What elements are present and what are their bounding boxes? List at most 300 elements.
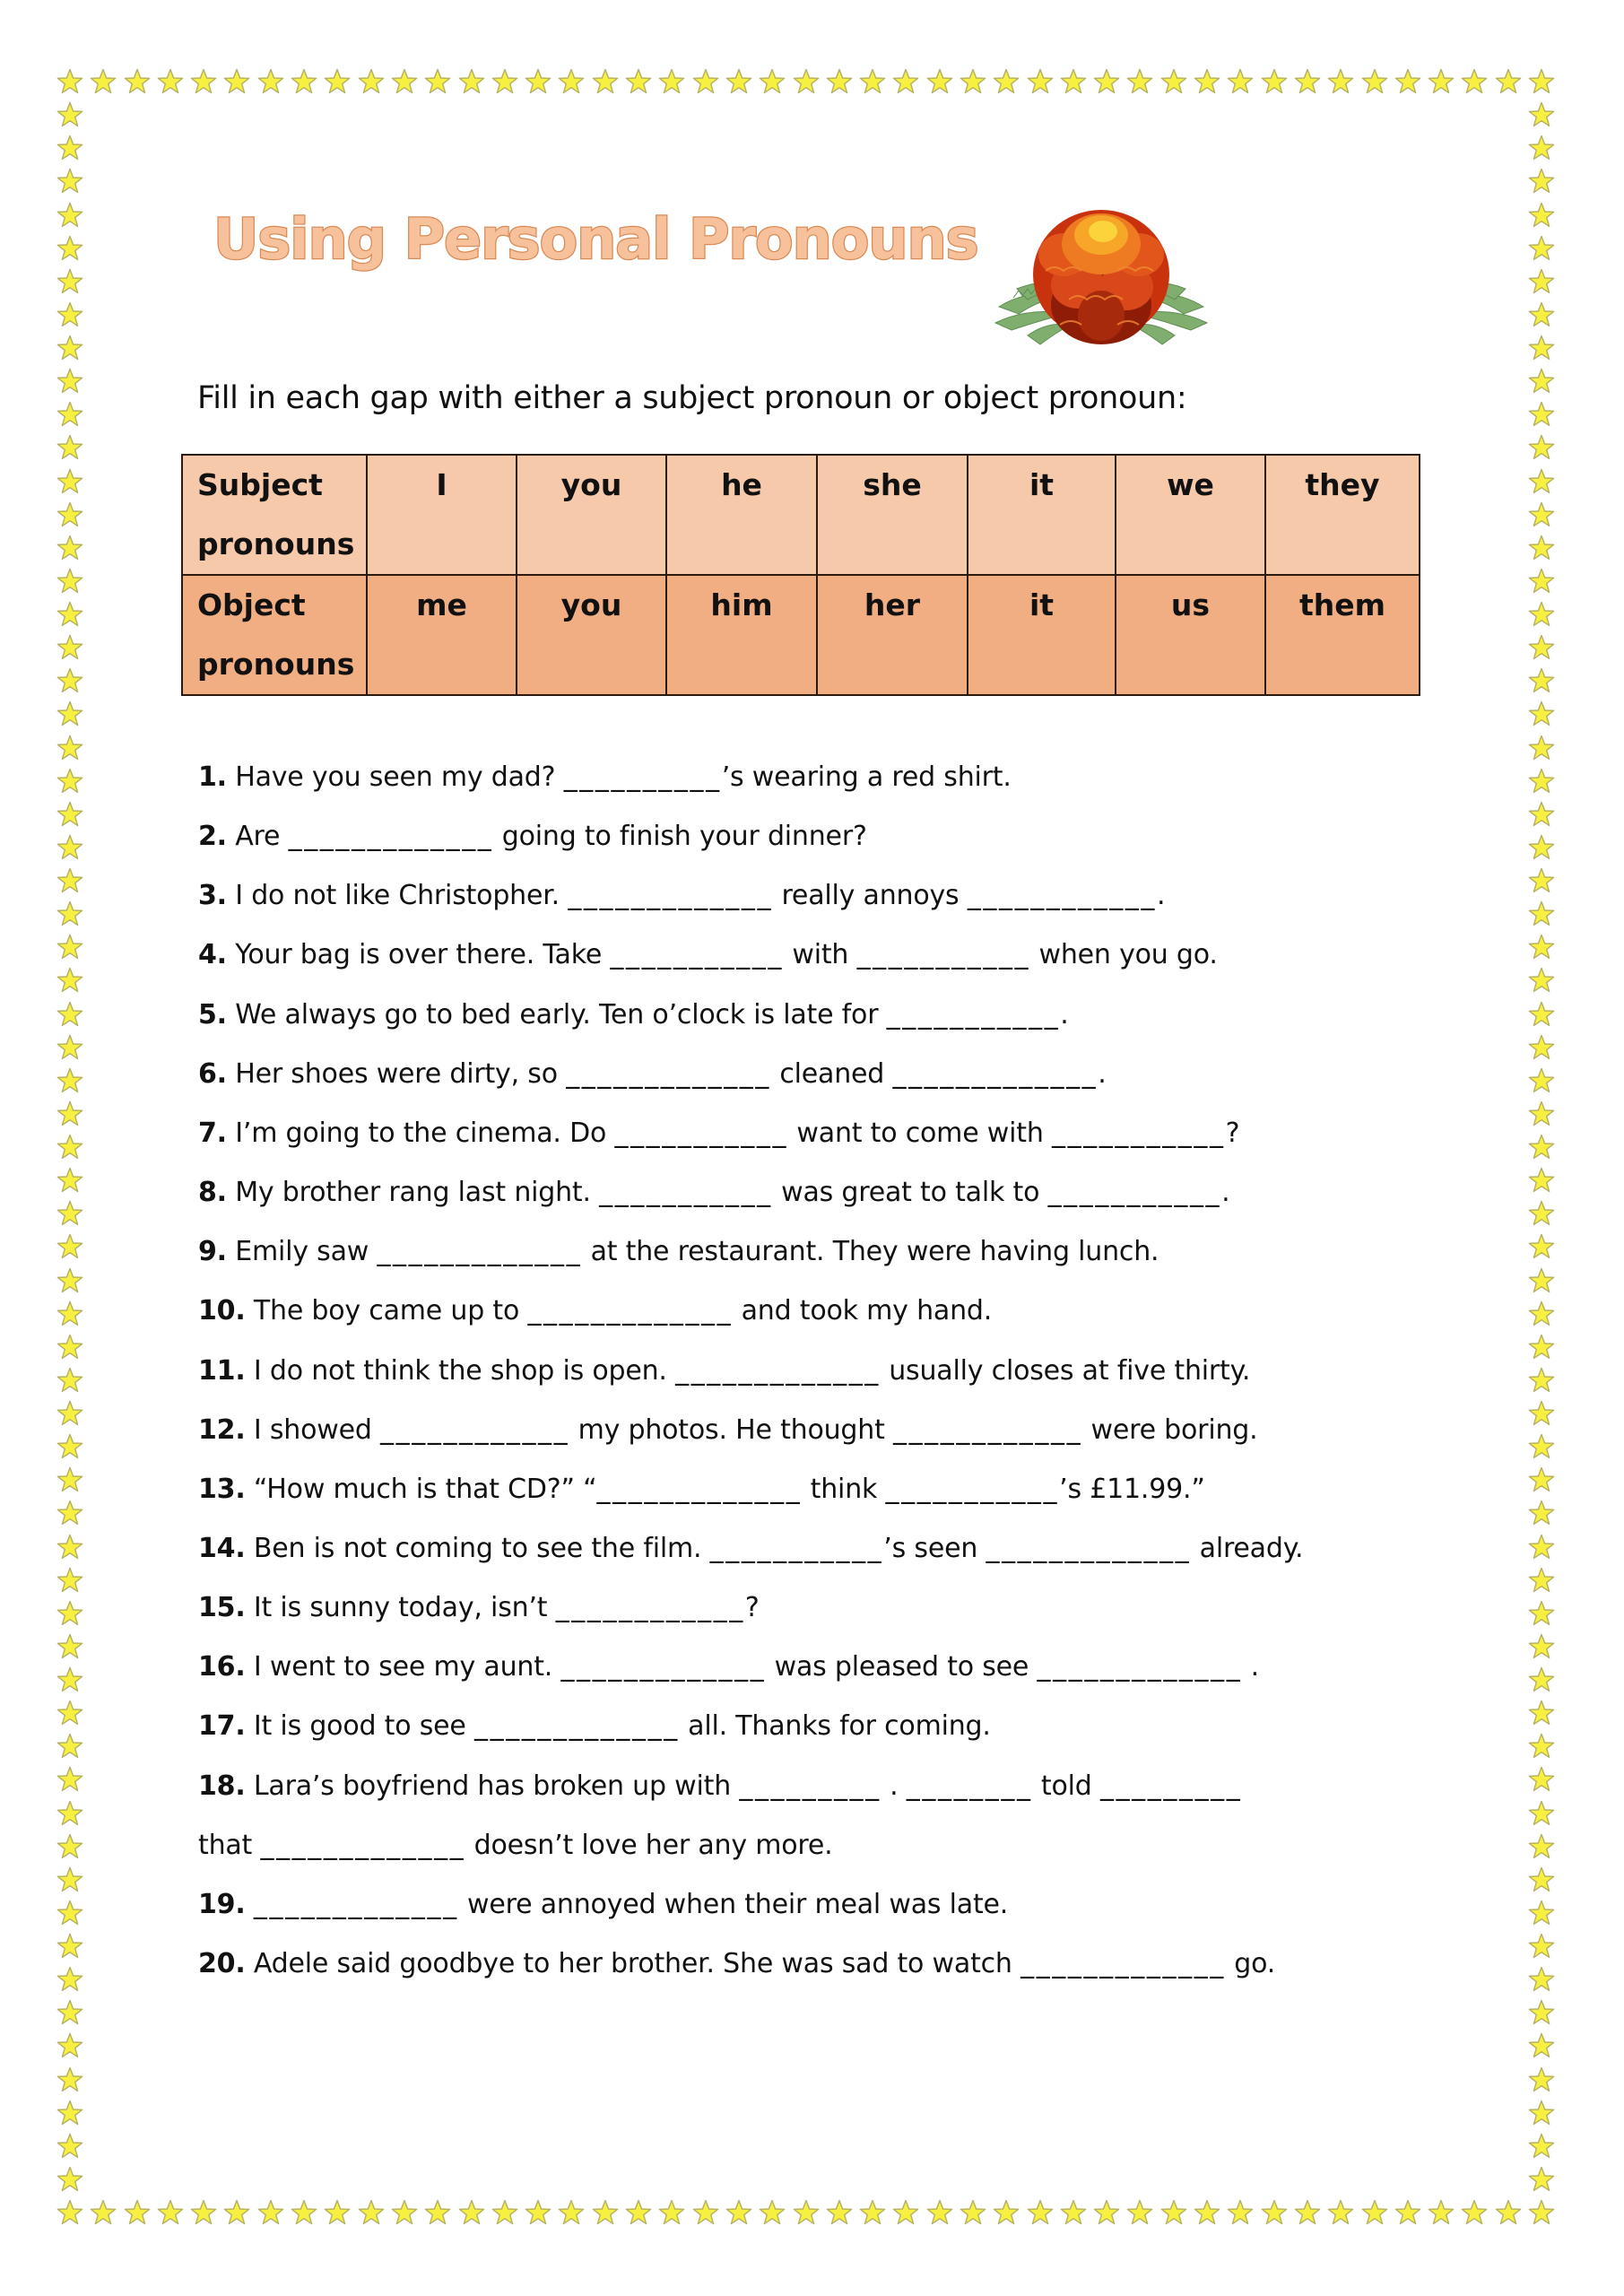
- pronoun-cell: they: [1265, 455, 1420, 575]
- exercise-text: Ben is not coming to see the film.: [245, 1532, 710, 1564]
- pronoun-cell: he: [666, 455, 817, 575]
- star-icon: [960, 68, 986, 95]
- exercise-line: [198, 878, 1165, 914]
- star-icon: [324, 2199, 351, 2226]
- star-icon: [56, 1800, 83, 1827]
- star-icon: [56, 867, 83, 894]
- star-icon: [725, 2199, 752, 2226]
- star-icon: [56, 1567, 83, 1594]
- exercise-number: 4.: [198, 939, 227, 971]
- star-icon: [1528, 1267, 1555, 1294]
- star-icon: [56, 1700, 83, 1726]
- exercise-text: I went to see my aunt.: [245, 1651, 561, 1683]
- exercise-text: It is sunny today, isn’t: [245, 1592, 556, 1624]
- exercise-number: 11.: [198, 1354, 246, 1387]
- star-icon: [324, 68, 351, 95]
- exercise-text: I do not like Christopher.: [226, 880, 569, 912]
- star-icon: [1528, 568, 1555, 595]
- star-icon: [56, 601, 83, 628]
- exercise-number: 2.: [198, 821, 227, 853]
- star-icon: [56, 1766, 83, 1793]
- row-label-line: Subject: [197, 467, 323, 502]
- exercise-line: [198, 1353, 1250, 1389]
- star-icon: [56, 2066, 83, 2093]
- exercise-text: .: [1221, 1177, 1230, 1209]
- exercise-text: want to come with: [788, 1117, 1052, 1149]
- star-icon: [1027, 68, 1054, 95]
- star-icon: [1528, 501, 1555, 528]
- star-icon: [1528, 1067, 1555, 1094]
- star-icon: [56, 1466, 83, 1493]
- answer-blank[interactable]: ___________: [1051, 1117, 1226, 1149]
- pronoun-cell: her: [817, 575, 968, 695]
- star-icon: [1528, 1400, 1555, 1427]
- star-icon: [1528, 1866, 1555, 1893]
- star-icon: [56, 434, 83, 461]
- star-icon: [56, 1300, 83, 1327]
- answer-blank[interactable]: ____________: [555, 1592, 745, 1624]
- star-icon: [1126, 2199, 1153, 2226]
- star-icon: [1528, 1367, 1555, 1394]
- exercise-text: “How much is that CD?” “: [245, 1473, 597, 1505]
- answer-blank[interactable]: ___________: [599, 1177, 773, 1209]
- star-icon: [1093, 68, 1120, 95]
- star-icon: [1528, 335, 1555, 361]
- star-icon: [124, 2199, 151, 2226]
- row-label: [182, 575, 367, 695]
- row-label: [182, 455, 367, 575]
- exercise-line: [198, 1769, 1242, 1805]
- exercise-text: Her shoes were dirty, so: [226, 1057, 567, 1090]
- exercise-text: my photos. He thought: [569, 1413, 893, 1446]
- exercise-text: usually closes at five thirty.: [880, 1354, 1251, 1387]
- exercise-number: 12.: [198, 1413, 246, 1446]
- star-icon: [223, 2199, 250, 2226]
- star-icon: [56, 2133, 83, 2160]
- star-icon: [56, 468, 83, 495]
- star-icon: [56, 401, 83, 428]
- exercise-text: .: [1060, 998, 1069, 1031]
- marigold-flower-icon: [992, 199, 1211, 350]
- star-icon: [1261, 2199, 1288, 2226]
- exercise-text: ’s wearing a red shirt.: [721, 761, 1012, 793]
- star-icon: [491, 68, 518, 95]
- star-icon: [1528, 1600, 1555, 1627]
- star-icon: [56, 1534, 83, 1561]
- star-icon: [1060, 68, 1087, 95]
- star-icon: [1528, 1001, 1555, 1028]
- exercise-line: [198, 1472, 1205, 1508]
- answer-blank[interactable]: ___________: [1047, 1177, 1222, 1209]
- star-icon: [1528, 135, 1555, 161]
- exercise-number: 8.: [198, 1177, 227, 1209]
- row-label-line: Object: [197, 587, 306, 622]
- star-icon: [56, 101, 83, 128]
- star-icon: [1528, 1134, 1555, 1161]
- exercise-text: going to finish your dinner?: [493, 821, 867, 853]
- star-icon: [1027, 2199, 1054, 2226]
- star-icon: [1294, 68, 1321, 95]
- exercise-number: 1.: [198, 761, 227, 793]
- exercise-line: [198, 1116, 1239, 1152]
- star-icon: [1394, 2199, 1421, 2226]
- star-icon: [592, 68, 619, 95]
- instruction-text: Fill in each gap with either a subject pronoun or object pronoun:: [197, 380, 1187, 416]
- exercise-text: ’s seen: [883, 1532, 986, 1564]
- star-icon: [1294, 2199, 1321, 2226]
- star-icon: [658, 2199, 685, 2226]
- answer-blank[interactable]: _____________: [253, 1888, 459, 1920]
- star-icon: [56, 1666, 83, 1693]
- star-icon: [1194, 68, 1220, 95]
- pronoun-cell: me: [367, 575, 517, 695]
- exercise-text: think: [802, 1473, 886, 1505]
- exercise-line: [198, 1057, 1107, 1092]
- exercise-number: 6.: [198, 1057, 227, 1090]
- exercise-number: 9.: [198, 1236, 227, 1268]
- star-icon: [592, 2199, 619, 2226]
- exercise-text: I do not think the shop is open.: [245, 1354, 676, 1387]
- star-icon: [56, 934, 83, 961]
- star-icon: [56, 1999, 83, 2026]
- star-icon: [56, 1334, 83, 1361]
- star-icon: [56, 301, 83, 328]
- star-icon: [56, 1433, 83, 1460]
- star-icon: [56, 335, 83, 361]
- star-icon: [1428, 68, 1455, 95]
- star-icon: [1528, 2166, 1555, 2193]
- exercise-line: [198, 1887, 1008, 1923]
- star-icon: [1528, 801, 1555, 828]
- star-icon: [56, 1900, 83, 1926]
- star-icon: [1528, 2133, 1555, 2160]
- answer-blank[interactable]: _____________: [560, 1651, 767, 1683]
- pronoun-cell: it: [968, 575, 1116, 695]
- exercise-text: .: [1242, 1651, 1260, 1683]
- star-icon: [1528, 1034, 1555, 1061]
- exercise-number: 7.: [198, 1117, 227, 1149]
- star-icon: [725, 68, 752, 95]
- star-icon: [1093, 2199, 1120, 2226]
- star-icon: [1528, 1334, 1555, 1361]
- pronoun-cell: you: [517, 455, 666, 575]
- star-icon: [56, 2199, 83, 2226]
- pronoun-cell: them: [1265, 575, 1420, 695]
- answer-blank[interactable]: _____________: [986, 1532, 1192, 1564]
- star-icon: [1428, 2199, 1455, 2226]
- exercise-text: told: [1032, 1770, 1100, 1802]
- star-icon: [759, 68, 786, 95]
- star-icon: [1528, 1534, 1555, 1561]
- star-icon: [56, 1633, 83, 1660]
- star-icon: [1528, 368, 1555, 395]
- exercise-text: .: [1098, 1057, 1107, 1090]
- exercise-text: ?: [1225, 1117, 1240, 1149]
- star-icon: [1528, 1633, 1555, 1660]
- star-icon: [56, 2032, 83, 2059]
- star-icon: [491, 2199, 518, 2226]
- star-icon: [558, 68, 585, 95]
- star-icon: [625, 2199, 652, 2226]
- row-label-line: pronouns: [197, 647, 355, 682]
- star-icon: [1528, 434, 1555, 461]
- star-icon: [56, 1134, 83, 1161]
- worksheet-title: Using Personal Pronouns: [213, 206, 978, 272]
- exercise-number: 3.: [198, 880, 227, 912]
- answer-blank[interactable]: _____________: [892, 1057, 1099, 1090]
- star-icon: [56, 634, 83, 661]
- answer-blank[interactable]: ___________: [614, 1117, 789, 1149]
- star-icon: [1528, 1433, 1555, 1460]
- star-icon: [1528, 1999, 1555, 2026]
- star-icon: [558, 2199, 585, 2226]
- exercise-number: 14.: [198, 1532, 246, 1564]
- star-icon: [56, 1400, 83, 1427]
- star-icon: [1528, 735, 1555, 761]
- star-icon: [56, 801, 83, 828]
- star-icon: [1528, 1933, 1555, 1960]
- star-icon: [257, 2199, 284, 2226]
- star-icon: [1528, 468, 1555, 495]
- star-icon: [1528, 1100, 1555, 1127]
- star-icon: [1528, 2199, 1555, 2226]
- answer-blank[interactable]: _________: [739, 1770, 881, 1802]
- exercise-text: cleaned: [771, 1057, 893, 1090]
- pronoun-table: [181, 454, 1420, 696]
- star-icon: [1361, 2199, 1388, 2226]
- exercise-text: was great to talk to: [772, 1177, 1048, 1209]
- star-icon: [1528, 601, 1555, 628]
- exercise-text: My brother rang last night.: [226, 1177, 600, 1209]
- answer-blank[interactable]: ____________: [892, 1413, 1083, 1446]
- star-icon: [56, 2166, 83, 2193]
- star-icon: [56, 568, 83, 595]
- exercise-line: [198, 1590, 760, 1626]
- answer-blank[interactable]: _____________: [596, 1473, 803, 1505]
- star-icon: [291, 2199, 317, 2226]
- star-icon: [1528, 2100, 1555, 2126]
- star-icon: [56, 1167, 83, 1194]
- star-icon: [926, 2199, 953, 2226]
- star-icon: [759, 2199, 786, 2226]
- exercise-text: Lara’s boyfriend has broken up with: [245, 1770, 740, 1802]
- exercise-text: I showed: [245, 1413, 381, 1446]
- star-icon: [1461, 2199, 1488, 2226]
- answer-blank[interactable]: _____________: [288, 821, 494, 853]
- star-icon: [1528, 101, 1555, 128]
- star-icon: [90, 68, 117, 95]
- star-icon: [1528, 667, 1555, 694]
- star-icon: [56, 1966, 83, 1993]
- star-icon: [424, 2199, 451, 2226]
- exercise-number: 17.: [198, 1710, 246, 1743]
- star-icon: [424, 68, 451, 95]
- star-icon: [1528, 1167, 1555, 1194]
- star-icon: [859, 2199, 886, 2226]
- star-icon: [1528, 1466, 1555, 1493]
- star-icon: [1528, 268, 1555, 295]
- answer-blank[interactable]: _____________: [566, 1057, 772, 1090]
- answer-blank[interactable]: _____________: [1020, 1948, 1226, 1979]
- exercise-text: Your bag is over there. Take: [226, 939, 611, 971]
- star-icon: [157, 68, 184, 95]
- object-pronouns-row: [182, 575, 1420, 695]
- star-icon: [56, 1267, 83, 1294]
- pronoun-cell: I: [367, 455, 517, 575]
- exercise-number: 10.: [198, 1295, 246, 1327]
- exercise-text: Are: [226, 821, 289, 853]
- star-icon: [56, 1200, 83, 1227]
- star-icon: [56, 501, 83, 528]
- pronoun-cell: us: [1116, 575, 1265, 695]
- star-icon: [859, 68, 886, 95]
- exercise-line: [198, 997, 1069, 1033]
- answer-blank[interactable]: ____________: [380, 1413, 570, 1446]
- star-icon: [124, 68, 151, 95]
- star-icon: [1528, 934, 1555, 961]
- exercise-line: [198, 1413, 1257, 1448]
- star-icon: [1528, 168, 1555, 195]
- star-icon: [692, 68, 719, 95]
- exercise-text: ?: [744, 1592, 760, 1624]
- exercise-line: [198, 1293, 992, 1329]
- answer-blank[interactable]: ___________: [709, 1532, 884, 1564]
- star-icon: [56, 1100, 83, 1127]
- exercise-line: [198, 1531, 1303, 1567]
- exercise-text: Adele said goodbye to her brother. She was sad to watch: [245, 1948, 1021, 1979]
- exercise-text: were boring.: [1082, 1413, 1258, 1446]
- star-icon: [56, 735, 83, 761]
- star-icon: [56, 1367, 83, 1394]
- exercise-number: 15.: [198, 1592, 246, 1624]
- star-icon: [993, 2199, 1020, 2226]
- pronoun-cell: it: [968, 455, 1116, 575]
- pronoun-cell: she: [817, 455, 968, 575]
- answer-blank[interactable]: __________: [563, 761, 722, 793]
- exercise-line: [198, 1946, 1275, 1982]
- star-icon: [56, 1034, 83, 1061]
- exercise-text: ’s £11.99.”: [1059, 1473, 1205, 1505]
- star-icon: [56, 1833, 83, 1860]
- exercise-number: 19.: [198, 1888, 246, 1920]
- exercise-line: [198, 1649, 1259, 1685]
- answer-blank[interactable]: _____________: [1037, 1651, 1243, 1683]
- exercise-text: that: [198, 1829, 261, 1861]
- exercise-line: [198, 1175, 1230, 1211]
- exercise-text: doesn’t love her any more.: [465, 1829, 833, 1861]
- exercise-number: 5.: [198, 998, 227, 1031]
- star-icon: [993, 68, 1020, 95]
- star-icon: [1528, 1200, 1555, 1227]
- star-icon: [56, 2100, 83, 2126]
- star-icon: [1394, 68, 1421, 95]
- star-icon: [1327, 68, 1354, 95]
- star-icon: [1261, 68, 1288, 95]
- exercise-text: .: [1157, 880, 1166, 912]
- star-icon: [1528, 1800, 1555, 1827]
- answer-blank[interactable]: _____________: [474, 1710, 680, 1743]
- exercise-line: [198, 937, 1218, 973]
- exercise-line: [198, 1709, 991, 1744]
- star-icon: [1160, 68, 1187, 95]
- star-icon: [56, 135, 83, 161]
- star-icon: [1528, 634, 1555, 661]
- exercise-text: go.: [1225, 1948, 1276, 1979]
- exercise-number: 20.: [198, 1948, 246, 1979]
- star-icon: [1528, 1300, 1555, 1327]
- star-icon: [56, 667, 83, 694]
- answer-blank[interactable]: ________: [906, 1770, 1033, 1802]
- star-icon: [56, 1733, 83, 1760]
- exercise-text: and took my hand.: [733, 1295, 993, 1327]
- answer-blank[interactable]: _____________: [568, 880, 774, 912]
- row-label-line: pronouns: [197, 526, 355, 561]
- exercise-line: [198, 1828, 832, 1864]
- star-icon: [1528, 900, 1555, 927]
- star-icon: [1495, 68, 1522, 95]
- exercise-text: [246, 1889, 254, 1920]
- exercise-line: [198, 760, 1012, 796]
- star-icon: [358, 2199, 385, 2226]
- answer-blank[interactable]: ___________: [610, 939, 785, 971]
- star-icon: [56, 1001, 83, 1028]
- star-icon: [1528, 867, 1555, 894]
- star-icon: [1528, 1700, 1555, 1726]
- answer-blank[interactable]: _____________: [527, 1295, 734, 1327]
- star-icon: [1327, 2199, 1354, 2226]
- exercise-text: We always go to bed early. Ten o’clock is late for: [226, 998, 887, 1031]
- answer-blank[interactable]: _____________: [377, 1236, 583, 1268]
- star-icon: [525, 68, 551, 95]
- answer-blank[interactable]: _________: [1099, 1770, 1243, 1802]
- star-icon: [190, 68, 217, 95]
- exercise-text: .: [881, 1770, 907, 1802]
- star-icon: [56, 1233, 83, 1260]
- answer-blank[interactable]: _____________: [675, 1354, 881, 1387]
- star-icon: [960, 2199, 986, 2226]
- star-icon: [56, 268, 83, 295]
- exercise-text: It is good to see: [245, 1710, 474, 1743]
- star-icon: [892, 68, 919, 95]
- answer-blank[interactable]: ___________: [886, 998, 1061, 1031]
- exercise-number: 18.: [198, 1770, 246, 1802]
- star-icon: [826, 2199, 853, 2226]
- star-icon: [1227, 68, 1254, 95]
- star-icon: [291, 68, 317, 95]
- star-icon: [1528, 834, 1555, 861]
- star-icon: [90, 2199, 117, 2226]
- exercise-text: Have you seen my dad?: [226, 761, 564, 793]
- answer-blank[interactable]: ____________: [967, 880, 1158, 912]
- star-icon: [56, 368, 83, 395]
- exercise-line: [198, 819, 867, 855]
- star-icon: [793, 2199, 820, 2226]
- answer-blank[interactable]: ___________: [885, 1473, 1060, 1505]
- star-icon: [625, 68, 652, 95]
- pronoun-cell: you: [517, 575, 666, 695]
- star-icon: [1060, 2199, 1087, 2226]
- exercise-line: [198, 1234, 1159, 1270]
- answer-blank[interactable]: _____________: [260, 1829, 466, 1861]
- star-icon: [1528, 68, 1555, 95]
- star-icon: [1495, 2199, 1522, 2226]
- exercise-number: 13.: [198, 1473, 246, 1505]
- star-icon: [56, 900, 83, 927]
- exercise-text: was pleased to see: [766, 1651, 1038, 1683]
- answer-blank[interactable]: ___________: [856, 939, 1031, 971]
- star-icon: [391, 2199, 418, 2226]
- star-icon: [56, 1067, 83, 1094]
